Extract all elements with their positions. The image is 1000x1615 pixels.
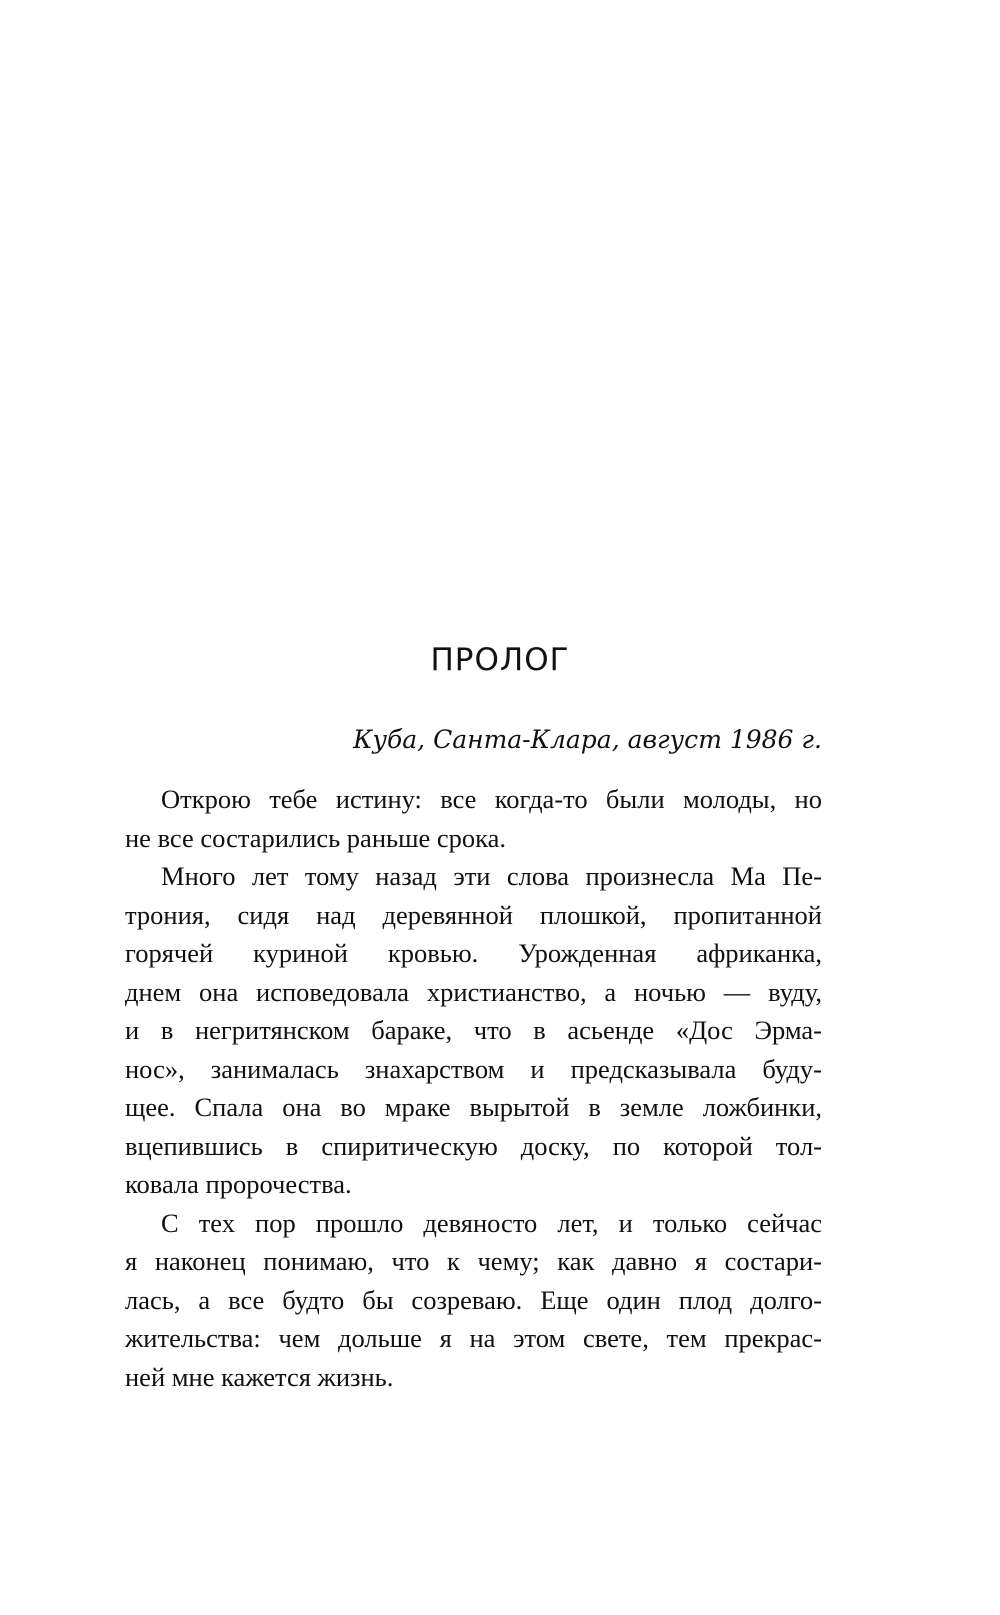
text-line: не все состарились раньше срока. (125, 822, 507, 853)
paragraph (125, 1204, 822, 1397)
text-line: щее. Спала она во мраке вырытой в земле ложбинки, (125, 1092, 822, 1122)
text-line: днем она исповедовала христианство, а ночью — вуду, (125, 976, 822, 1007)
text-line: вцепившись в спиритическую доску, по которой тол- (125, 1130, 822, 1161)
text-line: лась, а все будто бы созреваю. Еще один плод долго- (125, 1284, 822, 1315)
text-line: нос», занималась знахарством и предсказывала буду- (125, 1053, 822, 1084)
epigraph-place-date: Куба, Санта-Клара, август 1986 г. (353, 725, 822, 754)
chapter-title: ПРОЛОГ (430, 642, 570, 678)
text-line: и в негритянском бараке, что в асьенде «Дос Эрма- (125, 1015, 822, 1045)
text-line: жительства: чем дольше я на этом свете, тем прекрас- (125, 1323, 822, 1353)
text-line: Много лет тому назад эти слова произнесла Ма Пе- (161, 861, 822, 891)
text-line: горячей куриной кровью. Урожденная африканка, (125, 938, 822, 968)
text-line: ней мне кажется жизнь. (125, 1361, 394, 1392)
text-line: я наконец понимаю, что к чему; как давно я состари- (125, 1246, 822, 1276)
text-line: трония, сидя над деревянной плошкой, пропитанной (125, 899, 822, 930)
text-line: С тех пор прошло девяносто лет, и только сейчас (161, 1207, 822, 1238)
paragraph (125, 780, 822, 857)
body-text (125, 780, 822, 1396)
text-line: ковала пророчества. (125, 1169, 352, 1199)
text-line: Открою тебе истину: все когда-то были молоды, но (161, 784, 822, 814)
paragraph (125, 857, 822, 1204)
